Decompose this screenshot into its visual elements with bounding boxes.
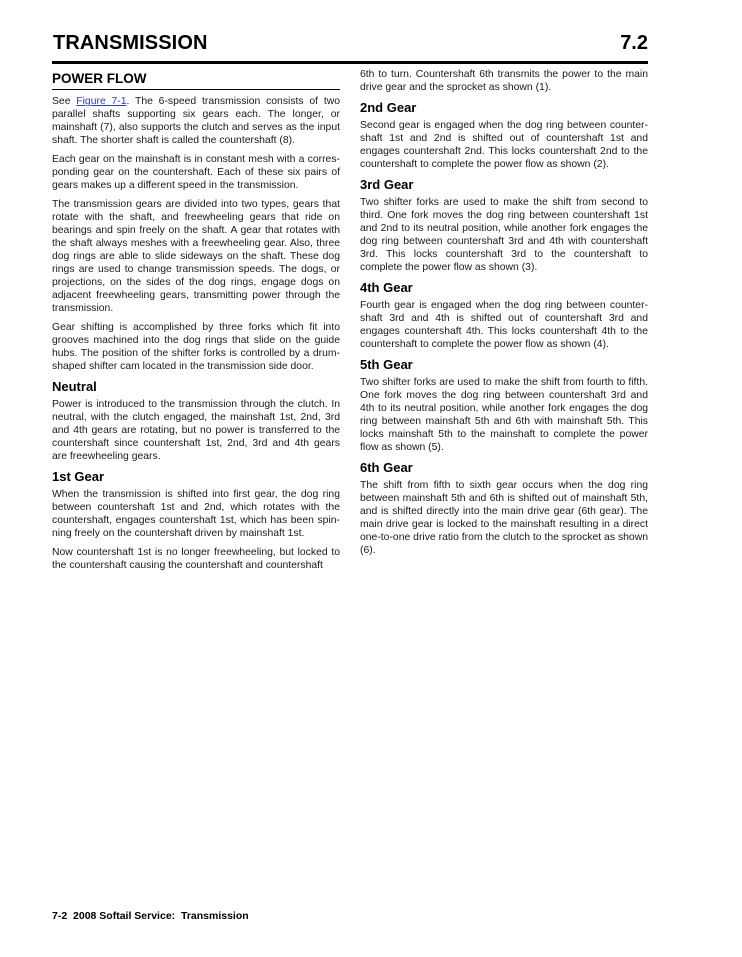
heading-1st-gear: 1st Gear xyxy=(52,469,105,484)
intro-text: . The 6-speed transmission consists of two parallel shafts supporting six gears each. The longer, or mainshaft (7), also supports the clutch and serves as the input shaft. The shorter shaft is called the countershaft (8). xyxy=(52,96,340,146)
heading-6th-gear: 6th Gear xyxy=(360,460,413,475)
paragraph-1st-gear-b: Now countershaft 1st is no longer freewheeling, but locked to the countershaft causing the countershaft and countershaft xyxy=(52,547,340,571)
section-heading-power-flow: POWER FLOW xyxy=(52,68,340,90)
paragraph-3rd-gear: Two shifter forks are used to make the shift from second to third. One fork moves the dog ring between countershaft 1st and 2nd to its neutral position, while another fork engages the dog ring between countershaft 3rd and 4th with countershaft 3rd. This locks countershaft 3rd to the countershaft to complete the power flow as shown (3). xyxy=(360,197,648,273)
paragraph-neutral: Power is introduced to the transmission through the clutch. In neutral, with the clutch engaged, the mainshaft 1st, 2nd, 3rd and 4th gears are rotating, but no power is transferred to the countershaft since countershaft 1st, 2nd, 3rd and 4th gears are freewheeling gears. xyxy=(52,399,340,462)
paragraph-gear-mesh: Each gear on the mainshaft is in constant mesh with a corresponding gear on the countershaft. Each of these six pairs of gears makes up a different speed in the transmission. xyxy=(52,154,340,191)
intro-see-prefix: See xyxy=(52,96,77,107)
header-rule xyxy=(52,61,648,64)
heading-neutral: Neutral xyxy=(52,379,97,394)
paragraph-5th-gear: Two shifter forks are used to make the shift from fourth to fifth. One fork moves the dog ring between countershaft 3rd and 4th to its neutral position, while another fork engages the dog ring between mainshaft 5th and 6th with mainshaft 5th. This locks mainshaft 5th to the mainshaft to complete the power flow as shown (5). xyxy=(360,377,648,453)
right-column xyxy=(360,68,648,563)
heading-2nd-gear: 2nd Gear xyxy=(360,100,417,115)
paragraph-2nd-gear: Second gear is engaged when the dog ring between countershaft 1st and 2nd is shifted out of countershaft 1st and engages countershaft 2nd. This locks countershaft 2nd to the countershaft to complete the power flow as shown (2). xyxy=(360,120,648,170)
heading-5th-gear: 5th Gear xyxy=(360,357,413,372)
intro-paragraph xyxy=(52,95,340,147)
section-number: 7.2 xyxy=(620,32,648,54)
paragraph-1st-gear-a: When the transmission is shifted into first gear, the dog ring between countershaft 1st and 2nd, which rotates with the countershaft, engages countershaft 1st, which has been spinning freely on the countershaft driven by mainshaft 1st. xyxy=(52,489,340,539)
figure-7-1-link[interactable]: Figure 7-1 xyxy=(76,96,127,107)
heading-4th-gear: 4th Gear xyxy=(360,280,413,295)
paragraph-4th-gear: Fourth gear is engaged when the dog ring between countershaft 3rd and 4th is shifted out of countershaft 3rd and engages countershaft 4th. This locks countershaft 4th to the countershaft to complete the power flow as shown (4). xyxy=(360,300,648,350)
chapter-title: TRANSMISSION xyxy=(53,32,208,54)
paragraph-gear-types: The transmission gears are divided into two types, gears that rotate with the shaft, and freewheeling gears that ride on bearings and spin freely on the shaft. A gear that rotates with the shaft always meshes with a freewheeling gear. Also, three dog rings are able to slide sideways on the shaft. These dog rings are used to change transmission speeds. The dogs, or projections, on the sides of the dog rings, engage dogs on adjacent freewheeling gears, transmitting power through the transmission. xyxy=(52,199,340,314)
heading-3rd-gear: 3rd Gear xyxy=(360,177,414,192)
paragraph-1st-gear-continuation: 6th to turn. Countershaft 6th transmits the power to the main drive gear and the sprocket as shown (1). xyxy=(360,69,648,93)
page-header xyxy=(52,32,648,62)
paragraph-6th-gear: The shift from fifth to sixth gear occurs when the dog ring between mainshaft 5th and 6th is shifted out of mainshaft 5th, and is shifted directly into the main drive gear (6th gear). The main drive gear is locked to the mainshaft resulting in a direct one-to-one drive ratio from the clutch to the sprocket as shown (6). xyxy=(360,480,648,556)
paragraph-gear-shifting: Gear shifting is accomplished by three forks which fit into grooves machined into the dog rings that slide on the guide hubs. The position of the shifter forks is controlled by a drum-shaped shifter cam located in the transmission side door. xyxy=(52,322,340,372)
page-footer: 7-2 2008 Softail Service: Transmission xyxy=(52,910,249,922)
left-column xyxy=(52,68,340,578)
